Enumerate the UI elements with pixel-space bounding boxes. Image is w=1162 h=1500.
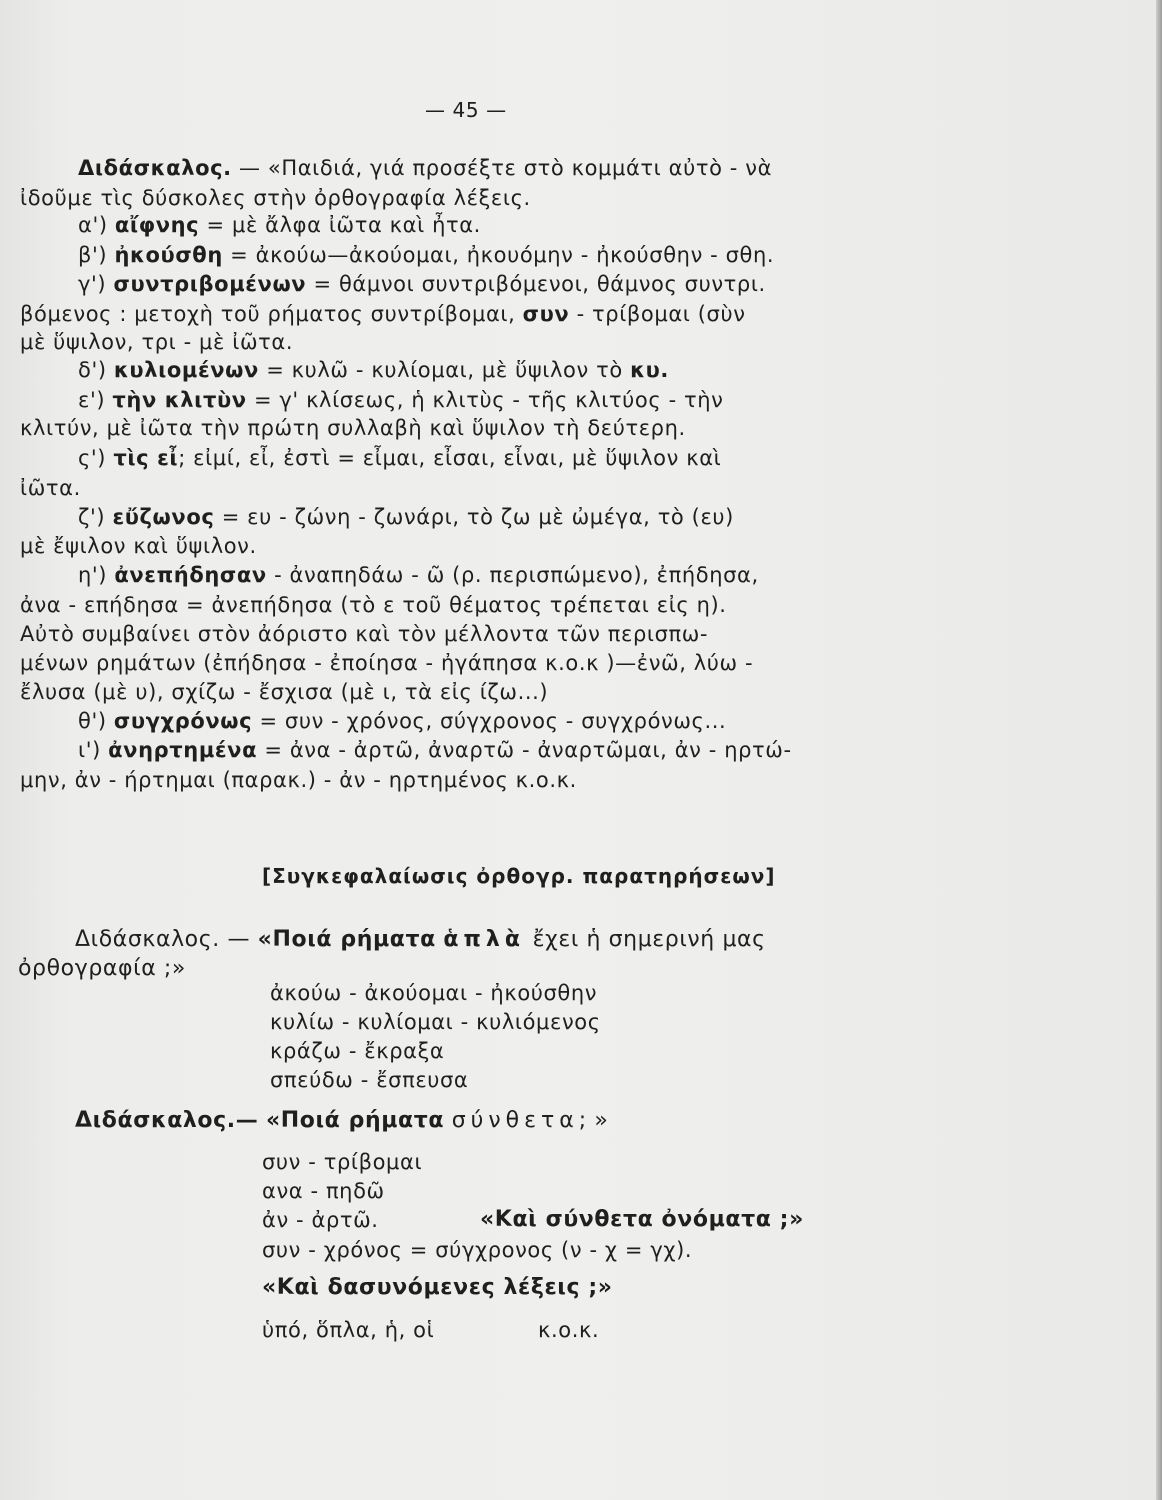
entry-e-cont: κλιτύν, μὲ ἰῶτα τὴν πρώτη συλλαβὴ καὶ ὕψιλον τὴ δεύτερη. — [20, 416, 686, 440]
entry-h-cont2: Αὐτὸ συμβαίνει στὸν ἀόριστο καὶ τὸν μέλλοντα τῶν περισπω- — [20, 622, 709, 646]
aspirate-end: κ.ο.κ. — [538, 1318, 600, 1342]
intro-line — [78, 154, 772, 182]
entry-label: ε') — [78, 388, 106, 412]
question-end: ; » — [578, 1108, 609, 1133]
entry-j-cont: μην, ἀν - ήρτημαι (παρακ.) - ἀν - ηρτημένος κ.ο.κ. — [20, 768, 577, 792]
entry-b — [78, 241, 774, 269]
intro-cont: ἰδοῦμε τὶς δύσκολες στὴν ὀρθογραφία λέξεις. — [20, 186, 531, 210]
entry-text: = κυλῶ - κυλίομαι, μὲ ὕψιλον τὸ — [266, 358, 623, 382]
entry-word: εὔζωνος — [112, 505, 215, 529]
entry-h-cont1: ἀνα - επήδησα = ἀνεπήδησα (τὸ ε τοῦ θέματος τρέπεται εἰς η). — [20, 593, 727, 617]
entry-text: = γ' κλίσεως, ἡ κλιτὺς - τῆς κλιτύος - τὴν — [253, 388, 724, 412]
entry-word: ἀνεπήδησαν — [114, 563, 267, 587]
dash: — — [227, 927, 251, 952]
compound-verb-3: ἀν - ἀρτῶ. — [262, 1208, 379, 1232]
entry-label: δ') — [78, 358, 107, 382]
page-number: — 45 — — [425, 98, 507, 122]
entry-label: γ') — [78, 272, 107, 296]
entry-a — [78, 211, 481, 239]
question-1 — [75, 926, 766, 954]
entry-text: ; εἰμί, εἶ, ἐστὶ = εἶμαι, εἶσαι, εἶναι, μὲ ὕψιλον καὶ — [178, 446, 722, 470]
entry-h-cont3: μένων ρημάτων (ἐπήδησα - ἐποίησα - ἠγάπησα κ.ο.κ )—ἐνῶ, λύω - — [20, 651, 754, 675]
entry-word: κυ. — [630, 358, 669, 382]
compound-verb-2: ανα - πηδῶ — [262, 1179, 385, 1203]
entry-g-cont: μὲ ἔψιλον καὶ ὕψιλον. — [20, 534, 257, 558]
entry-text: = συν - χρόνος, σύγχρονος - συγχρόνως... — [259, 709, 727, 733]
entry-label: α') — [78, 213, 108, 237]
spaced-word: σύνθετα — [451, 1108, 579, 1133]
entry-text: - ἀναπηδάω - ῶ (ρ. περισπώμενο), ἐπήδησα, — [274, 563, 759, 587]
simple-verb-2: κυλίω - κυλίομαι - κυλιόμενος — [270, 1010, 601, 1034]
entry-label: ι') — [78, 738, 101, 762]
entry-word: αἴφνης — [114, 213, 200, 237]
entry-d — [78, 356, 669, 384]
section-heading: [Συγκεφαλαίωσις ὀρθογρ. παρατηρήσεων] — [262, 864, 776, 888]
question-1-cont: ὀρθογραφία ;» — [18, 956, 186, 981]
entry-c — [78, 270, 766, 298]
simple-verb-1: ἀκούω - ἀκούομαι - ἠκούσθην — [270, 981, 598, 1005]
entry-c-cont1 — [20, 300, 746, 328]
entry-text: = ευ - ζώνη - ζωνάρι, τὸ ζω μὲ ὠμέγα, τὸ (ευ) — [221, 505, 734, 529]
entry-word: συν — [522, 302, 570, 326]
aspirate-question: «Καὶ δασυνόμενες λέξεις ;» — [262, 1275, 613, 1300]
entry-word: ἀνηρτημένα — [108, 738, 258, 762]
entry-text: βόμενος : μετοχὴ τοῦ ρήματος συντρίβομαι, — [20, 302, 516, 326]
entry-label: β') — [78, 243, 108, 267]
entry-i — [78, 707, 726, 735]
entry-word: ἠκούσθη — [114, 243, 223, 267]
entry-word: συγχρόνως — [113, 709, 253, 733]
compound-verb-1: συν - τρίβομαι — [262, 1150, 423, 1174]
entry-label: ς') — [78, 446, 107, 470]
aspirate-list: ὑπό, ὅπλα, ἡ, οἱ — [262, 1318, 435, 1342]
entry-label: η') — [78, 563, 108, 587]
speaker-label: Διδάσκαλος. — [78, 156, 232, 180]
entry-word: κυλιομένων — [113, 358, 259, 382]
entry-g — [78, 503, 734, 531]
spaced-word: ἁπλὰ — [443, 927, 525, 952]
question-text: «Ποιά ρήματα — [265, 1108, 445, 1133]
entry-h — [78, 561, 759, 589]
question-2 — [75, 1107, 608, 1135]
entry-label: ζ') — [78, 505, 106, 529]
page-edge — [1156, 0, 1162, 1500]
simple-verb-4: σπεύδω - ἔσπευσα — [270, 1068, 469, 1092]
entry-text: = ἀνα - ἀρτῶ, ἀναρτῶ - ἀναρτῶμαι, ἀν - ηρτώ- — [264, 738, 792, 762]
speaker-label: Διδάσκαλος.— — [75, 1108, 259, 1133]
entry-text: = θάμνοι συντριβόμενοι, θάμνος συντρι. — [313, 272, 766, 296]
entry-text: - τρίβομαι (σὺν — [576, 302, 746, 326]
question-text: «Ποιά ρήματα — [257, 927, 436, 952]
entry-f-cont: ἰῶτα. — [20, 476, 81, 500]
entry-f — [78, 444, 721, 472]
question-text: ἔχει ἡ σημερινή μας — [532, 927, 766, 952]
entry-text: = ἀκούω—ἀκούομαι, ἠκουόμην - ἠκούσθην - σθη. — [230, 243, 775, 267]
compound-nouns-question: «Καὶ σύνθετα ὀνόματα ;» — [480, 1207, 804, 1232]
entry-e — [78, 386, 724, 414]
entry-word: συντριβομένων — [113, 272, 307, 296]
entry-c-cont2: μὲ ὕψιλον, τρι - μὲ ἰῶτα. — [20, 330, 294, 354]
entry-text: = μὲ ἄλφα ἰῶτα καὶ ἦτα. — [206, 213, 481, 237]
entry-label: θ') — [78, 709, 107, 733]
compound-verb-4: συν - χρόνος = σύγχρονος (ν - χ = γχ). — [262, 1238, 693, 1262]
entry-j — [78, 736, 792, 764]
intro-text: — «Παιδιά, γιά προσέξτε στὸ κομμάτι αὐτὸ - νὰ — [239, 156, 773, 180]
entry-word: τὶς εἶ — [113, 446, 179, 470]
entry-h-cont4: ἔλυσα (μὲ υ), σχίζω - ἔσχισα (μὲ ι, τὰ εἰς ίζω...) — [20, 680, 549, 704]
speaker-label: Διδάσκαλος. — [75, 927, 220, 952]
simple-verb-3: κράζω - ἔκραξα — [270, 1039, 445, 1063]
entry-word: τὴν κλιτὺν — [112, 388, 247, 412]
